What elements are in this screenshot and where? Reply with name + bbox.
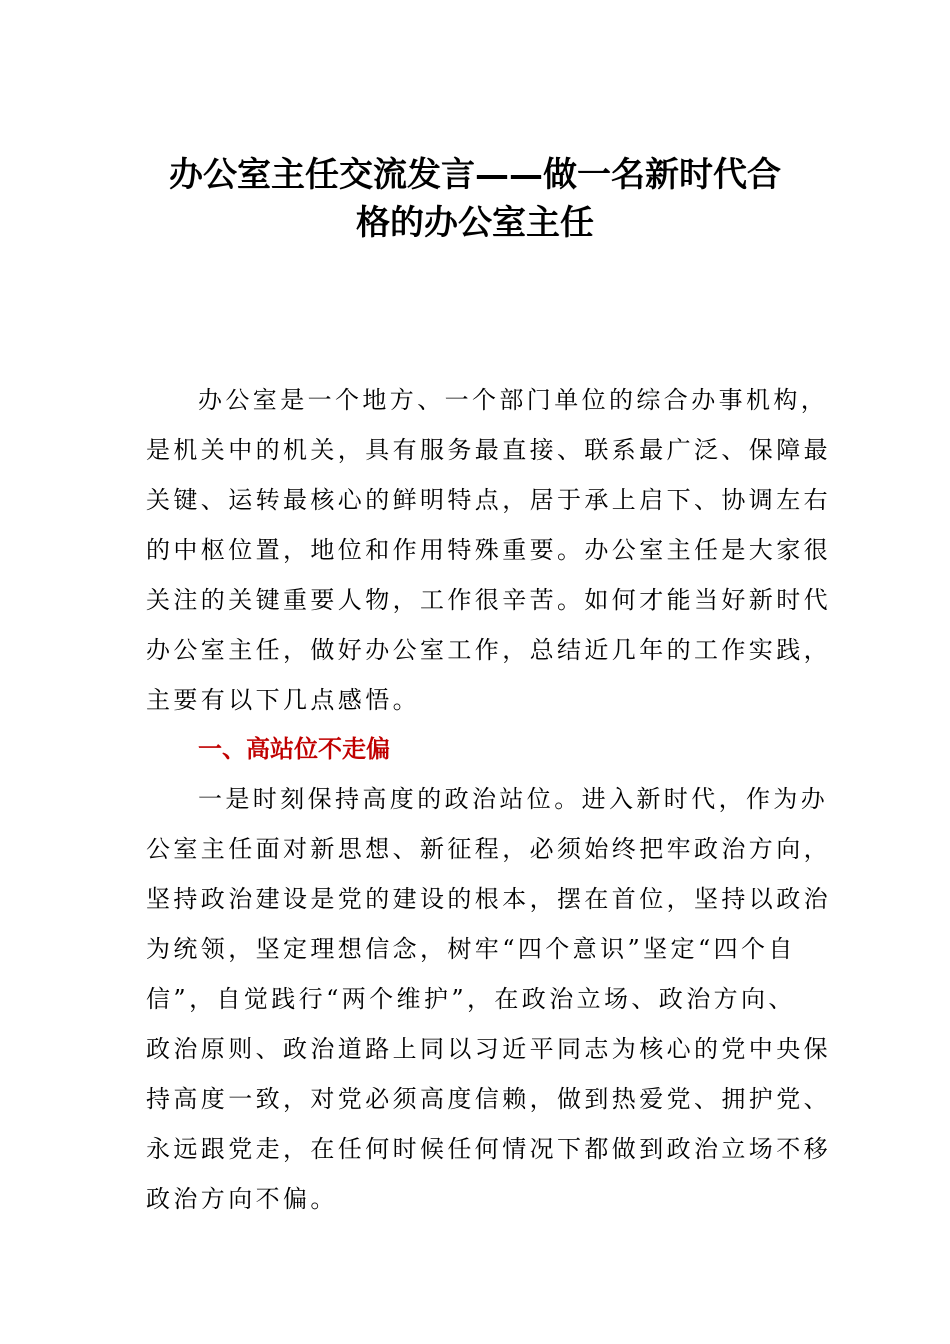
paragraph-line: 公室主任面对新思想、新征程，必须始终把牢政治方向， xyxy=(146,835,831,863)
paragraph-line: 信”，自觉践行“两个维护”，在政治立场、政治方向、 xyxy=(146,985,796,1013)
paragraph-line: 的中枢位置，地位和作用特殊重要。办公室主任是大家很 xyxy=(146,536,831,564)
paragraph-line: 持高度一致，对党必须高度信赖，做到热爱党、拥护党、 xyxy=(146,1085,831,1113)
paragraph-line: 办公室是一个地方、一个部门单位的综合办事机构， xyxy=(198,386,829,414)
paragraph-line: 坚持政治建设是党的建设的根本，摆在首位，坚持以政治 xyxy=(146,885,831,913)
paragraph-line: 是机关中的机关，具有服务最直接、联系最广泛、保障最 xyxy=(146,436,831,464)
paragraph-line: 关键、运转最核心的鲜明特点，居于承上启下、协调左右 xyxy=(146,486,831,514)
section-heading: 一、高站位不走偏 xyxy=(198,735,390,763)
paragraph-line: 关注的关键重要人物，工作很辛苦。如何才能当好新时代 xyxy=(146,586,831,614)
document-title-line-2: 格的办公室主任 xyxy=(356,203,594,243)
paragraph-line: 为统领，坚定理想信念，树牢“四个意识”坚定“四个自 xyxy=(146,935,796,963)
paragraph-line: 一是时刻保持高度的政治站位。进入新时代，作为办 xyxy=(198,785,829,813)
paragraph-line: 主要有以下几点感悟。 xyxy=(146,686,420,714)
paragraph-line: 办公室主任，做好办公室工作，总结近几年的工作实践， xyxy=(146,636,831,664)
paragraph-line: 政治原则、政治道路上同以习近平同志为核心的党中央保 xyxy=(146,1035,831,1063)
paragraph-line: 政治方向不偏。 xyxy=(146,1185,338,1213)
paragraph-line: 永远跟党走，在任何时候任何情况下都做到政治立场不移 xyxy=(146,1135,831,1163)
document-title-line-1: 办公室主任交流发言——做一名新时代合 xyxy=(169,155,781,195)
